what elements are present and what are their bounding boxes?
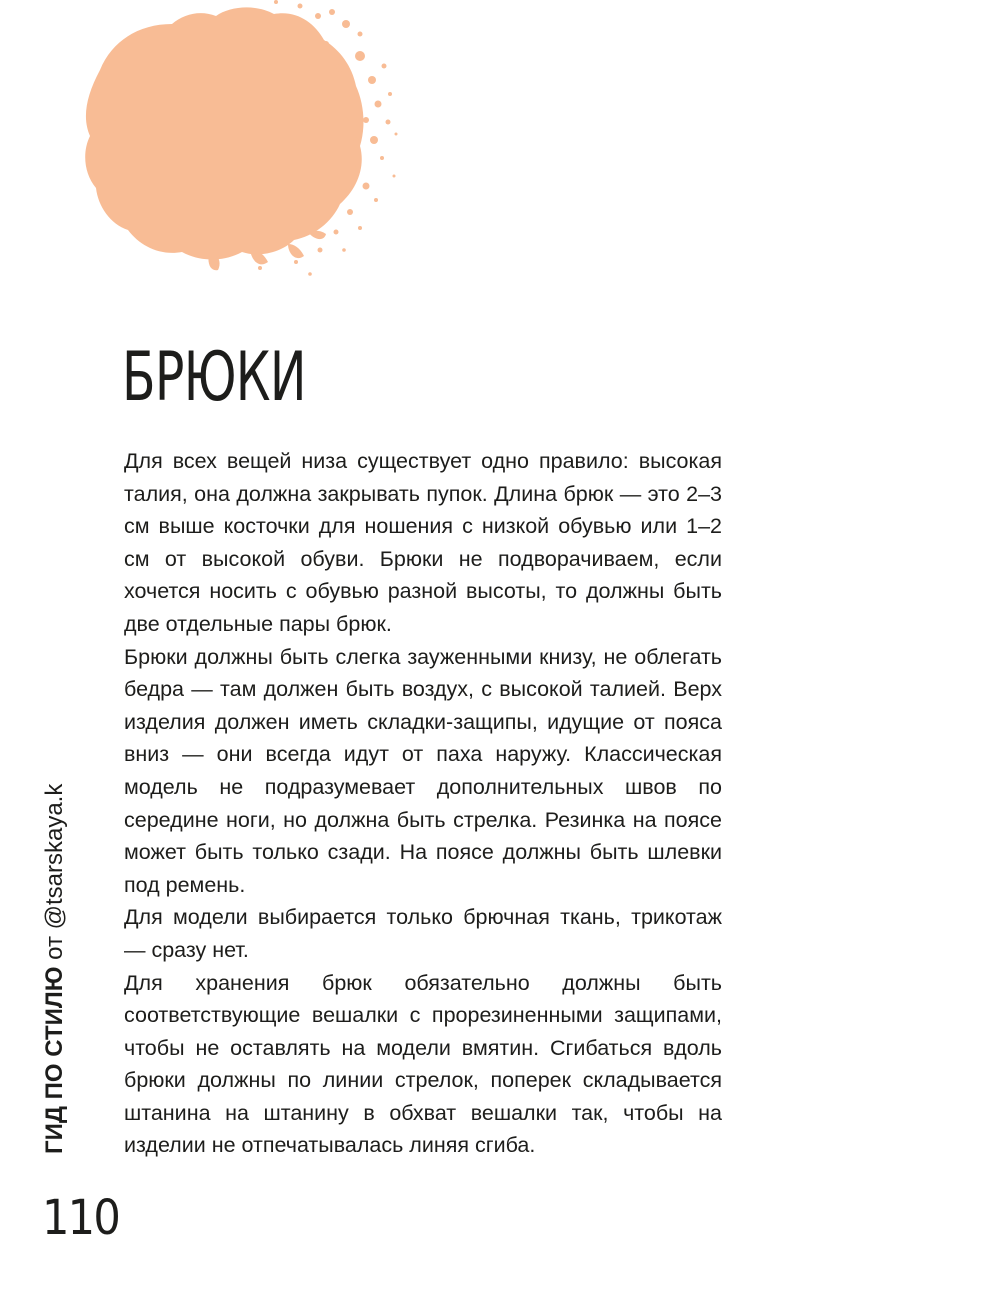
paragraph: Брюки должны быть слегка зауженными книзу, не облегать бедра — там должен быть воздух, с высокой талией. Верх изделия должен иметь складки-защипы, идущие от пояса вниз — они всегда идут от паха наружу. Классическая модель не подразумевает дополнительных швов по середине ноги, но должна быть стрелка. Резинка на поясе может быть только сзади. На поясе должны быть шлевки под ремень. bbox=[124, 644, 722, 897]
author-handle: @tsarskaya.k bbox=[41, 783, 68, 930]
paragraph: Для всех вещей низа существует одно правило: высокая талия, она должна закрывать пупок. Длина брюк — это 2–3 см выше косточки для ношения с низкой обувью или 1–2 см от высокой обуви. Брюки не подворачиваем, если хочется носить с обувью разной высоты, то должны быть две отдельные пары брюк. bbox=[124, 449, 722, 636]
page-number: 110 bbox=[42, 1190, 120, 1246]
paragraph: Для модели выбирается только брючная ткань, трикотаж — сразу нет. bbox=[124, 905, 722, 962]
article-body bbox=[124, 445, 722, 1162]
page-title: БРЮКИ bbox=[122, 338, 306, 417]
author-preposition: от bbox=[41, 936, 68, 960]
paint-splash-decoration bbox=[60, 0, 400, 290]
book-title: ГИД ПО СТИЛЮ bbox=[41, 966, 68, 1154]
spine-running-title bbox=[38, 784, 72, 1154]
paragraph: Для хранения брюк обязательно должны быть соответствующие вешалки с прорезиненными защипами, чтобы не оставлять на модели вмятин. Сгибаться вдоль брюки должны по линии стрелок, поперек складывается штанина на штанину в обхват вешалки так, чтобы на изделии не отпечатывалась линяя сгиба. bbox=[124, 970, 722, 1158]
